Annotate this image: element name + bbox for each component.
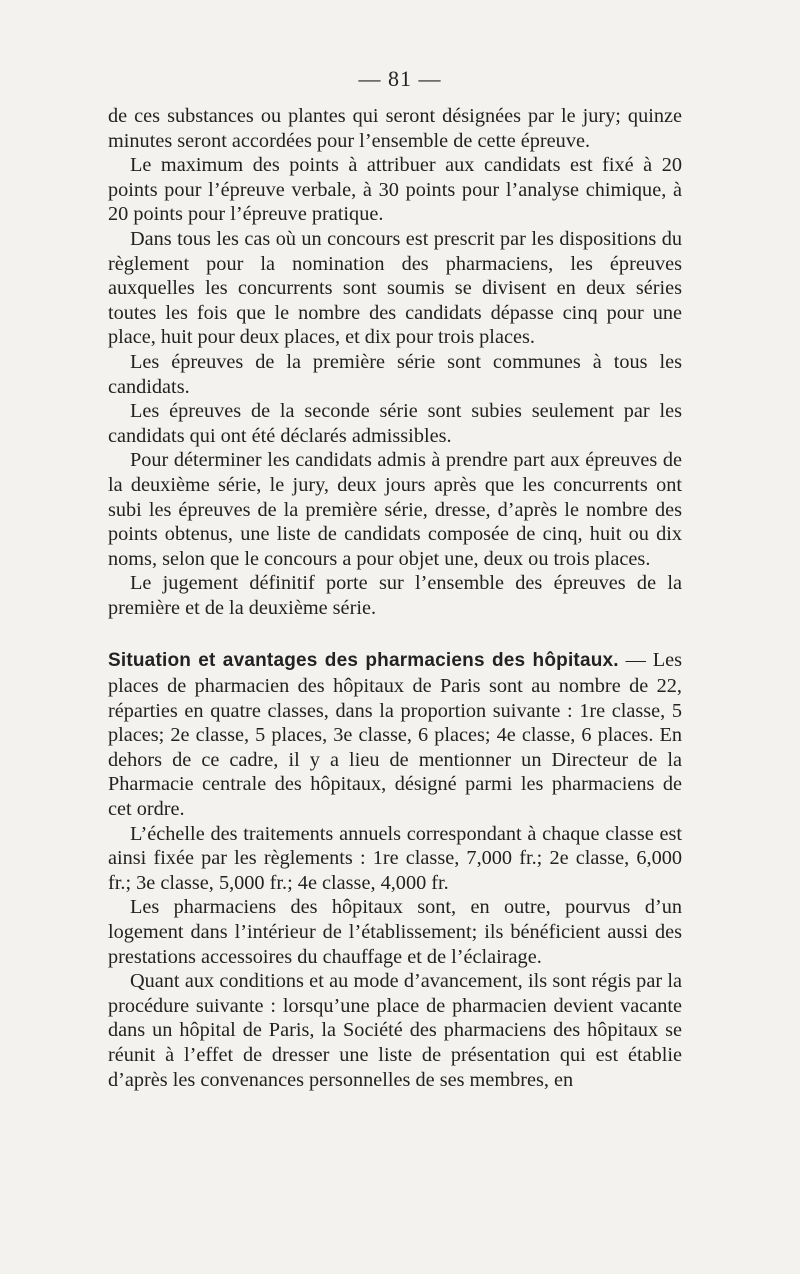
page-number: — 81 — xyxy=(358,66,442,91)
paragraph: Pour déterminer les candidats admis à prendre part aux épreuves de la deuxième série, le jury, deux jours après que les concurrents ont subi les épreuves de la première série, dresse, d’après le nombre des points obtenus, une liste de candidats composée de cinq, huit ou dix noms, selon que le concours a pour objet une, deux ou trois places. xyxy=(108,449,682,570)
section-first-paragraph: — Les places de pharmacien des hôpitaux de Paris sont au nombre de 22, réparties en quatre classes, dans la proportion suivante : 1re classe, 5 places; 2e classe, 5 places, 3e classe, 6 places; 4e classe, 6 places. En dehors de ce cadre, il y a lieu de mentionner un Directeur de la Pharmacie centrale des hôpitaux, désigné parmi les pharmaciens de cet ordre. xyxy=(108,649,683,821)
paragraph: de ces substances ou plantes qui seront désignées par le jury; quinze minutes seront accordées pour l’ensemble de cette épreuve. xyxy=(108,105,682,152)
paragraph: Le jugement définitif porte sur l’ensemble des épreuves de la première et de la deuxième série. xyxy=(108,572,682,619)
paragraph: Le maximum des points à attribuer aux candidats est fixé à 20 points pour l’épreuve verbale, à 30 points pour l’analyse chimique, à 20 points pour l’épreuve pratique. xyxy=(108,154,682,226)
paragraph: Dans tous les cas où un concours est prescrit par les dispositions du règlement pour la nomination des pharmaciens, les épreuves auxquelles les concurrents sont soumis se divisent en deux séries toutes les fois que le nombre des candidats dépasse cinq pour une place, huit pour deux places, et dix pour trois places. xyxy=(108,227,682,349)
body-text xyxy=(108,104,682,1092)
section-heading xyxy=(108,648,682,821)
paragraph: Les épreuves de la seconde série sont subies seulement par les candidats qui ont été déclarés admissibles. xyxy=(108,400,682,447)
section-title: Situation et avantages des pharmaciens des hôpitaux. xyxy=(108,650,619,672)
paragraph: Les épreuves de la première série sont communes à tous les candidats. xyxy=(108,350,682,398)
paragraph: L’échelle des traitements annuels correspondant à chaque classe est ainsi fixée par les règlements : 1re classe, 7,000 fr.; 2e classe, 6,000 fr.; 3e classe, 5,000 fr.; 4e classe, 4,000 fr. xyxy=(108,822,682,894)
paragraph: Quant aux conditions et au mode d’avancement, ils sont régis par la procédure suivante : lorsqu’une place de pharmacien devient vacante dans un hôpital de Paris, la Société des pharmaciens des hôpitaux se réunit à l’effet de dresser une liste de présentation qui est établie d’après les convenances personnelles de ses membres, en xyxy=(108,970,682,1091)
section xyxy=(108,648,682,969)
paragraph: Les pharmaciens des hôpitaux sont, en outre, pourvus d’un logement dans l’intérieur de l’établissement; ils bénéficient aussi des prestations accessoires du chauffage et de l’éclairage. xyxy=(108,896,682,968)
